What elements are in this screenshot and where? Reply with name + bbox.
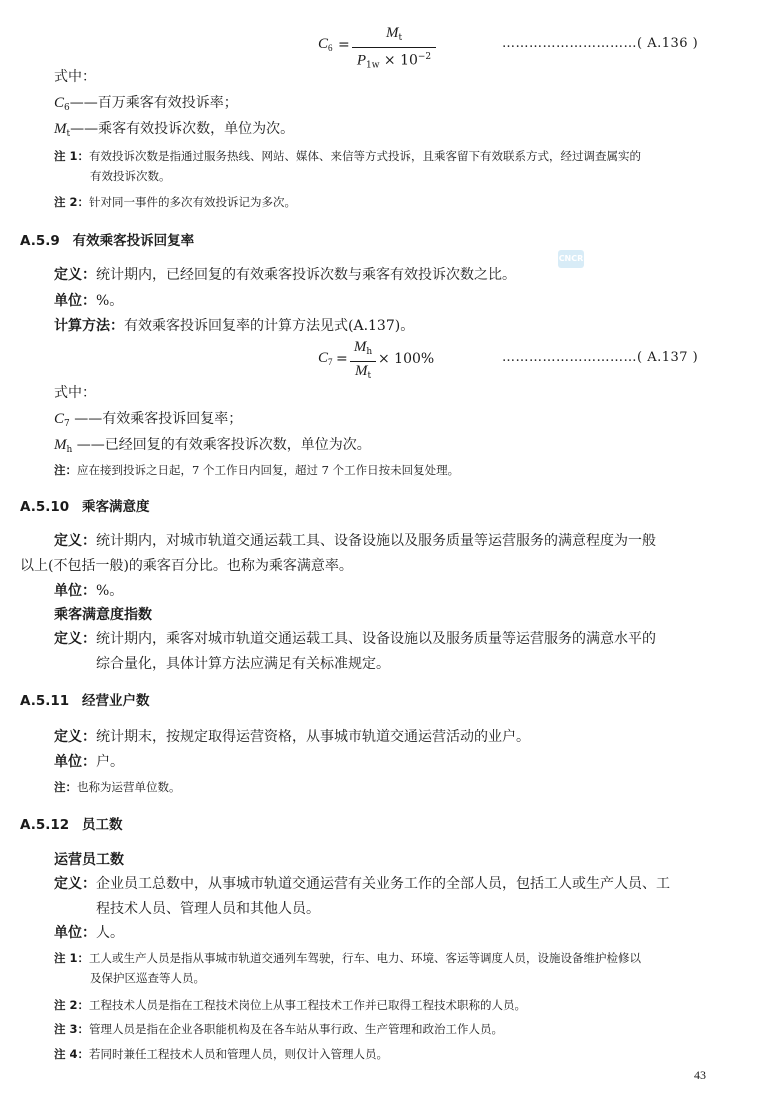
page-number: 43 [694, 1068, 706, 1082]
note-continuation: 及保护区巡查等人员。 [90, 971, 205, 985]
definition-continuation: 综合量化，具体计算方法应满足有关标准规定。 [96, 656, 390, 672]
unit: 单位：人。 [54, 925, 124, 941]
formula-lhs: $C_7$ [318, 350, 333, 367]
section-heading: A.5.11 经营业户数 [20, 693, 150, 709]
definition-line: $M_h$ ——已经回复的有效乘客投诉次数，单位为次。 [54, 437, 371, 455]
note: 注：也称为运营单位数。 [54, 780, 181, 794]
section-heading: A.5.9 有效乘客投诉回复率 [20, 233, 195, 249]
note: 注：应在接到投诉之日起，7 个工作日内回复，超过 7 个工作日按未回复处理。 [54, 463, 460, 477]
formula-fraction: $M_h$ $M_t$ [350, 338, 376, 385]
unit: 单位：户。 [54, 754, 124, 770]
note-continuation: 有效投诉次数。 [90, 169, 171, 183]
formula-tail: × 100% [378, 351, 435, 367]
note: 注 1：有效投诉次数是指通过服务热线、网站、媒体、来信等方式投诉，且乘客留下有效联系方式，经过调查属实的 [54, 149, 642, 163]
definition: 定义：统计期内，对城市轨道交通运载工具、设备设施以及服务质量等运营服务的满意程度为一般 [54, 533, 656, 549]
formula-fraction: $M_t$ $P_{1w} \times 10^{-2}$ [352, 24, 436, 75]
unit: 单位：%。 [54, 583, 124, 599]
definition-continuation: 程技术人员、管理人员和其他人员。 [96, 901, 320, 917]
formula-equals: = [336, 351, 348, 367]
where-label: 式中： [54, 385, 96, 401]
note: 注 4：若同时兼任工程技术人员和管理人员，则仅计入管理人员。 [54, 1047, 389, 1061]
definition: 定义：企业员工总数中，从事城市轨道交通运营有关业务工作的全部人员，包括工人或生产人员、工 [54, 876, 670, 892]
formula-equals: = [338, 37, 350, 53]
note: 注 1：工人或生产人员是指从事城市轨道交通列车驾驶，行车、电力、环境、客运等调度人员，设施设备维护检修以 [54, 951, 642, 965]
calculation-method: 计算方法：有效乘客投诉回复率的计算方法见式(A.137)。 [54, 318, 415, 334]
section-heading: A.5.10 乘客满意度 [20, 499, 150, 515]
note: 注 2：工程技术人员是指在工程技术岗位上从事工程技术工作并已取得工程技术职称的人员。 [54, 998, 527, 1012]
equation-reference: …………………………( A.137 ) [502, 350, 699, 365]
definition-line: $C_7$ ——有效乘客投诉回复率； [54, 411, 243, 429]
definition: 定义：统计期末，按规定取得运营资格，从事城市轨道交通运营活动的业户。 [54, 729, 530, 745]
definition: 定义：统计期内，已经回复的有效乘客投诉次数与乘客有效投诉次数之比。 [54, 267, 516, 283]
formula-a137 [318, 338, 738, 382]
subsection-title: 运营员工数 [54, 852, 124, 868]
note: 注 2：针对同一事件的多次有效投诉记为多次。 [54, 195, 297, 209]
where-label: 式中： [54, 69, 96, 85]
definition-line: $C_6——$百万乘客有效投诉率； [54, 95, 238, 113]
note: 注 3：管理人员是指在企业各职能机构及在各车站从事行政、生产管理和政治工作人员。 [54, 1022, 504, 1036]
definition-line: $M_t——$乘客有效投诉次数，单位为次。 [54, 121, 295, 139]
subsection-title: 乘客满意度指数 [54, 607, 152, 623]
section-heading: A.5.12 员工数 [20, 817, 123, 833]
definition-continuation: 以上(不包括一般)的乘客百分比。也称为乘客满意率。 [20, 558, 353, 574]
formula-lhs: $C_6$ [318, 36, 333, 53]
formula-a136 [318, 22, 738, 72]
equation-reference: …………………………( A.136 ) [502, 36, 699, 51]
definition: 定义：统计期内，乘客对城市轨道交通运载工具、设备设施以及服务质量等运营服务的满意水平的 [54, 631, 656, 647]
watermark-logo: CNCR [558, 250, 584, 268]
unit: 单位：%。 [54, 293, 124, 309]
